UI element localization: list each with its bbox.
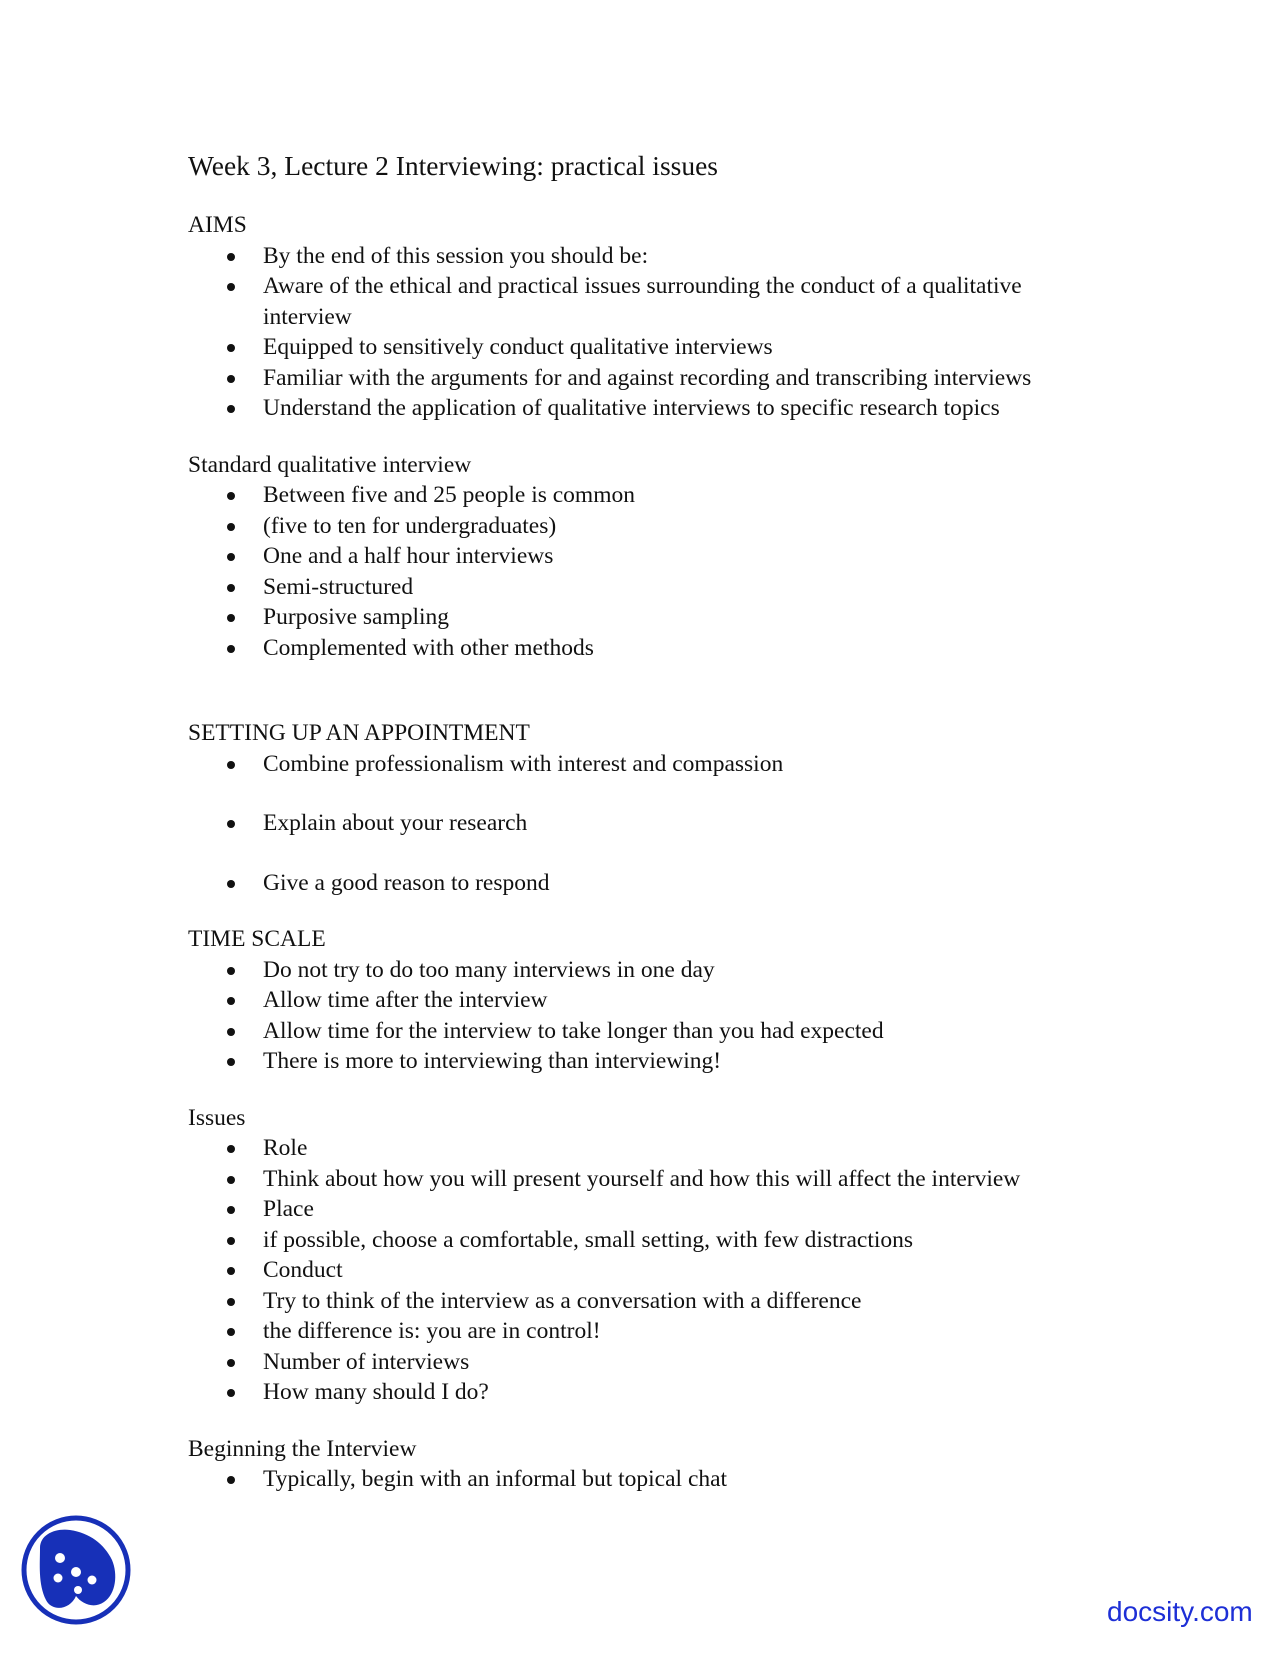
list-item-text: There is more to interviewing than interviewing! [263, 1048, 722, 1074]
list-item [188, 868, 1108, 899]
list-item-text: Combine professionalism with interest and compassion [263, 750, 784, 777]
spacer [188, 1077, 1108, 1103]
list-item [188, 1016, 1108, 1047]
list-item-text: Purposive sampling [263, 604, 450, 630]
list-item-text: Explain about your research [263, 810, 528, 836]
section-time-scale [188, 924, 1108, 1077]
spacer [188, 424, 1108, 450]
bullet-icon [227, 1237, 235, 1245]
list-item [188, 749, 1108, 780]
list-item-text: Place [263, 1196, 314, 1222]
list-item-text: Equipped to sensitively conduct qualitative interviews [263, 334, 773, 360]
standard-list [188, 480, 1108, 663]
spacer [188, 663, 1108, 718]
section-heading-beginning: Beginning the Interview [188, 1435, 417, 1462]
bullet-icon [227, 645, 235, 653]
bullet-icon [227, 1058, 235, 1066]
list-item [188, 332, 1108, 363]
bullet-icon [227, 997, 235, 1005]
bullet-icon [227, 820, 235, 828]
docsity-logo-icon[interactable] [20, 1514, 132, 1626]
list-item [188, 1225, 1108, 1256]
list-item-text: Number of interviews [263, 1348, 470, 1375]
bullet-icon [227, 1328, 235, 1336]
logo-dot [74, 1586, 82, 1594]
list-item [188, 1464, 1108, 1495]
logo-dot [55, 1553, 65, 1563]
list-item-text: Typically, begin with an informal but topical chat [263, 1466, 728, 1492]
list-item-text: Between five and 25 people is common [263, 482, 635, 508]
list-item [188, 241, 1108, 272]
list-item [188, 808, 1108, 839]
bullet-icon [227, 253, 235, 261]
section-appointment [188, 718, 1108, 898]
bullet-icon [227, 375, 235, 383]
issues-list [188, 1133, 1108, 1408]
spacer [188, 779, 1108, 808]
list-item [188, 271, 1108, 332]
list-item [188, 480, 1108, 511]
list-item [188, 955, 1108, 986]
list-item-text: Conduct [263, 1257, 343, 1283]
list-item [188, 602, 1108, 633]
bullet-icon [227, 967, 235, 975]
time-scale-list [188, 955, 1108, 1077]
list-item-text: Understand the application of qualitative interviews to specific research topics [263, 395, 1000, 421]
list-item-text: (five to ten for undergraduates) [263, 512, 557, 539]
bullet-icon [227, 1176, 235, 1184]
list-item [188, 363, 1108, 394]
spacer [188, 898, 1108, 924]
section-aims [188, 210, 1108, 424]
list-item-text: Give a good reason to respond [263, 869, 550, 896]
section-beginning [188, 1434, 1108, 1495]
bullet-icon [227, 283, 235, 291]
list-item-text: How many should I do? [263, 1379, 489, 1405]
list-item-text: Do not try to do too many interviews in one day [263, 956, 715, 983]
list-item [188, 393, 1108, 424]
list-item-text: Complemented with other methods [263, 634, 594, 661]
spacer [188, 839, 1108, 868]
list-item [188, 1164, 1108, 1195]
list-item [188, 633, 1108, 664]
section-heading-standard: Standard qualitative interview [188, 451, 472, 478]
list-item [188, 511, 1108, 542]
bullet-icon [227, 1206, 235, 1214]
beginning-list [188, 1464, 1108, 1495]
list-item [188, 985, 1108, 1016]
bullet-icon [227, 1476, 235, 1484]
bullet-icon [227, 523, 235, 531]
bullet-icon [227, 1389, 235, 1397]
list-item-text: Try to think of the interview as a conversation with a difference [263, 1287, 862, 1314]
list-item [188, 1347, 1108, 1378]
bullet-icon [227, 492, 235, 500]
page-title: Week 3, Lecture 2 Interviewing: practical issues [188, 150, 719, 181]
aims-list [188, 241, 1108, 424]
bullet-icon [227, 584, 235, 592]
section-issues [188, 1103, 1108, 1408]
list-item [188, 1046, 1108, 1077]
logo-dot [54, 1574, 63, 1583]
list-item [188, 1194, 1108, 1225]
list-item [188, 1133, 1108, 1164]
bullet-icon [227, 880, 235, 888]
list-item-text: Allow time for the interview to take longer than you had expected [263, 1017, 884, 1044]
list-item [188, 572, 1108, 603]
logo-dot [88, 1576, 97, 1585]
section-standard-interview [188, 450, 1108, 664]
list-item-text: By the end of this session you should be: [263, 242, 649, 269]
section-heading-aims: AIMS [188, 212, 247, 238]
list-item-text: Familiar with the arguments for and against recording and transcribing interviews [263, 364, 1032, 391]
bullet-icon [227, 1267, 235, 1275]
bullet-icon [227, 405, 235, 413]
list-item-text: Think about how you will present yourself and how this will affect the interview [263, 1165, 1021, 1192]
list-item-text: the difference is: you are in control! [263, 1318, 601, 1344]
bullet-icon [227, 1145, 235, 1153]
list-item-text: Aware of the ethical and practical issues surrounding the conduct of a qualitative interview [263, 273, 1022, 330]
document-body [188, 210, 1108, 1495]
bullet-icon [227, 344, 235, 352]
list-item [188, 541, 1108, 572]
bullet-icon [227, 761, 235, 769]
logo-dot [71, 1567, 81, 1577]
docsity-brand-link[interactable]: docsity.com [1107, 1596, 1253, 1627]
list-item [188, 1255, 1108, 1286]
list-item [188, 1316, 1108, 1347]
list-item [188, 1377, 1108, 1408]
section-heading-time-scale: TIME SCALE [188, 926, 326, 952]
list-item [188, 1286, 1108, 1317]
bullet-icon [227, 1028, 235, 1036]
section-heading-appointment: SETTING UP AN APPOINTMENT [188, 720, 530, 746]
list-item-text: Semi-structured [263, 573, 414, 600]
appointment-list [188, 749, 1108, 899]
bullet-icon [227, 614, 235, 622]
spacer [188, 1408, 1108, 1434]
list-item-text: Allow time after the interview [263, 987, 548, 1013]
section-heading-issues: Issues [188, 1104, 246, 1131]
bullet-icon [227, 1298, 235, 1306]
bullet-icon [227, 553, 235, 561]
bullet-icon [227, 1359, 235, 1367]
list-item-text: if possible, choose a comfortable, small setting, with few distractions [263, 1226, 914, 1253]
list-item-text: Role [263, 1135, 308, 1161]
list-item-text: One and a half hour interviews [263, 543, 554, 569]
